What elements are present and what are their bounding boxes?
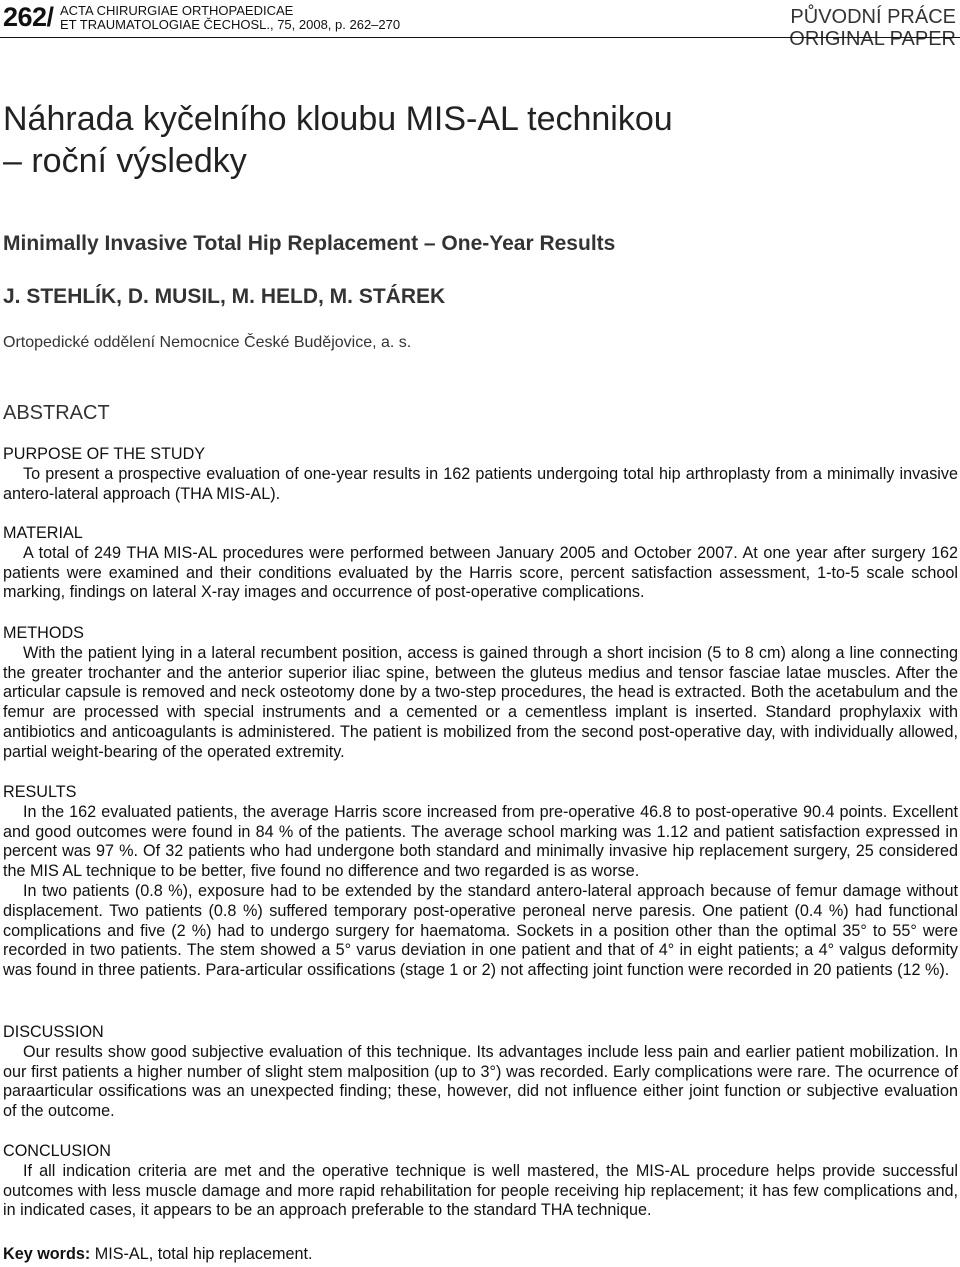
header-rule [0,37,960,38]
affiliation: Ortopedické oddělení Nemocnice České Budějovice, a. s. [3,334,412,351]
paragraph: If all indication criteria are met and the operative technique is well mastered, the MIS-AL procedure helps provide successful outcomes with less muscle damage and more rapid rehabilitation for people receiving hip replacement; it has few complications and, in indicated cases, it appears to be an approach preferable to the standard THA technique. [3,1161,958,1220]
title-line-1: Náhrada kyčelního kloubu MIS-AL technikou [3,100,673,138]
page-number: 262/ [3,2,54,32]
journal-citation [60,4,400,32]
abstract-heading: ABSTRACT [3,402,110,424]
keywords [3,1245,313,1264]
section-conclusion [3,1142,958,1221]
authors: J. STEHLÍK, D. MUSIL, M. HELD, M. STÁREK [3,285,446,308]
section-label-cz: PŮVODNÍ PRÁCE [790,6,956,28]
section-heading: MATERIAL [3,524,83,542]
keywords-value: MIS-AL, total hip replacement. [90,1245,313,1263]
section-heading: CONCLUSION [3,1142,111,1160]
section-heading: DISCUSSION [3,1023,104,1041]
paragraph: In the 162 evaluated patients, the average Harris score increased from pre-operative 46.8 to post-operative 90.4 points. Excellent and good outcomes were found in 84 % of the patients. The average school marking was 1.12 and patient satisfaction expressed in percent was 97 %. Of 32 patients who had undergone both standard and minimally invasive hip replacement surgery, 25 considered the MIS AL technique to be better, five found no difference and two regarded is as worse. [3,802,958,881]
paragraph: A total of 249 THA MIS-AL procedures were performed between January 2005 and October 2007. At one year after surgery 162 patients were examined and their conditions evaluated by the Harris score, percent satisfaction assessment, 1-to-5 scale school marking, findings on lateral X-ray images and occurrence of post-operative complications. [3,543,958,602]
running-header [0,0,960,50]
section-discussion [3,1023,958,1122]
journal-line-1: ACTA CHIRURGIAE ORTHOPAEDICAE [60,3,294,18]
section-results [3,783,958,981]
title-line-2: – roční výsledky [3,142,247,180]
keywords-label: Key words: [3,1245,91,1263]
section-methods [3,624,958,763]
article-title [3,98,953,182]
section-label-en: ORIGINAL PAPER [789,28,956,50]
paragraph: In two patients (0.8 %), exposure had to be extended by the standard antero-lateral approach because of femur damage without displacement. Two patients (0.8 %) suffered temporary post-operative peroneal nerve paresis. One patient (0.4 %) had functional complications and five (2 %) had to undergo surgery for haematoma. Sockets in a position other than the optimal 35° to 55° were recorded in two patients. The stem showed a 5° varus deviation in one patient and that of 4° in eight patients; a 4° valgus deformity was found in three patients. Para-articular ossifications (stage 1 or 2) not affecting joint function were recorded in 20 patients (12 %). [3,881,958,980]
journal-line-2: ET TRAUMATOLOGIAE ČECHOSL., 75, 2008, p. 262–270 [60,17,401,32]
paragraph: To present a prospective evaluation of one-year results in 162 patients undergoing total hip arthroplasty from a minimally invasive antero-lateral approach (THA MIS-AL). [3,464,958,503]
english-title: Minimally Invasive Total Hip Replacement – One-Year Results [3,232,616,255]
section-material [3,524,958,603]
paragraph: Our results show good subjective evaluation of this technique. Its advantages include less pain and earlier patient mobilization. In our first patients a higher number of slight stem malposition (up to 3°) was recorded. Early complications were rare. The ocurrence of paraarticular ossifications was an unexpected finding; these, however, did not influence either joint function or subjective evaluation of the outcome. [3,1042,958,1121]
section-heading: RESULTS [3,783,77,801]
section-heading: PURPOSE OF THE STUDY [3,445,206,463]
section-label [789,6,956,50]
section-purpose [3,445,958,504]
paragraph: With the patient lying in a lateral recumbent position, access is gained through a short incision (5 to 8 cm) along a line connecting the greater trochanter and the anterior superior iliac spine, between the gluteus medius and tensor fasciae latae muscles. After the articular capsule is removed and neck osteotomy done by a two-step procedures, the head is extracted. Both the acetabulum and the femur are processed with special instruments and a cemented or a cementless implant is inserted. Standard prophylaxix with antibiotics and anticoagulants is administered. The patient is mobilized from the second post-operative day, with individually allowed, partial weight-bearing of the operated extremity. [3,643,958,761]
section-heading: METHODS [3,624,84,642]
